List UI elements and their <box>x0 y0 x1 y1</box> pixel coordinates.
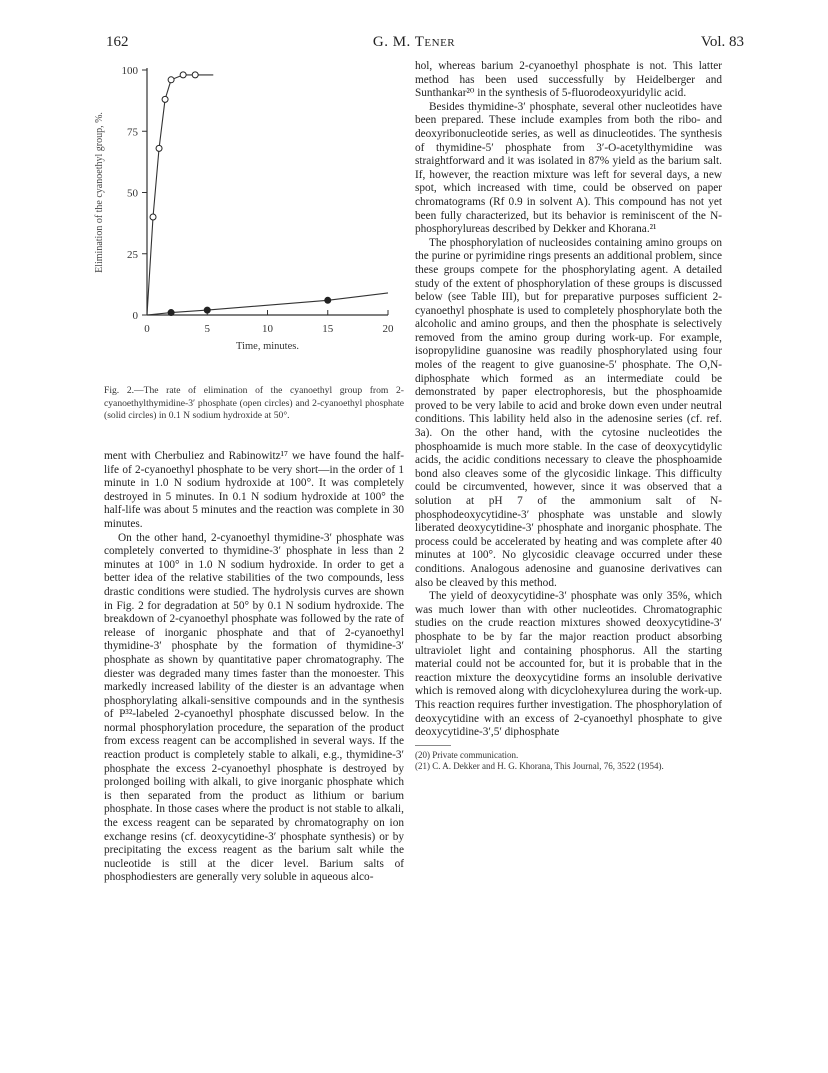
footnote: (20) Private communication. <box>415 749 519 760</box>
open-circle-point <box>168 77 174 83</box>
y-tick-label: 25 <box>127 248 138 261</box>
x-tick-label: 15 <box>322 323 334 335</box>
series-line <box>147 75 213 315</box>
y-tick-label: 50 <box>127 187 138 200</box>
left-column <box>104 450 404 885</box>
y-tick-label: 75 <box>127 126 138 139</box>
right-column <box>415 60 722 773</box>
open-circle-point <box>180 72 186 78</box>
footnote-rule <box>415 745 451 746</box>
footnotes <box>415 750 722 773</box>
y-tick-label: 100 <box>121 65 138 77</box>
figure-caption: Fig. 2.—The rate of elimination of the cyanoethyl group from 2-cyanoethylthymidine-3′ phosphate (open circles) and 2-cyanoethyl phosphate (solid circles) in 0.1 N sodium hydroxide at 50°. <box>104 385 404 422</box>
volume-label: Vol. 83 <box>700 34 744 50</box>
open-circle-point <box>162 96 168 102</box>
solid-circle-point <box>325 297 331 303</box>
paragraph: The phosphorylation of nucleosides containing amino groups on the purine or pyrimidine rings presents an additional problem, since these groups compete for the phosphorylating agent. A detailed study of the extent of phosphorylation of these groups is discussed below (see Table III), but for preparative purposes sufficient 2-cyanoethyl phosphate is used to completely phosphorylate both the alcoholic and amino groups, and then the phosphate is selectively removed from the amino group during work-up. For example, isopropylidine guanosine was readily phosphorylated using four moles of the reagent to give guanosine-5′ phosphate. The O,N-diphosphate which formed as an intermediate could be demonstrated by paper electrophoresis, but the phosphoamide proved to be very labile to acid and broke down even under neutral conditions. This lability held also in the adenosine series (cf. ref. 3a). On the other hand, with the cytosine nucleotides the phosphoamide is much more stable. In the case of deoxycytidylic acids, the acidic conditions necessary to cleave the phosphoamide bond also cleaves some of the glycosidic linkage. This difficulty could be circumvented, however, since it was observed that a solution at pH 7 of the ammonium salt of N-phosphodeoxycytidine-3′ phosphate was unstable and slowly liberated deoxycytidine-3′ phosphate and inorganic phosphate. The process could be accelerated by heating and was complete after 40 minutes at 100°. No glycosidic cleavage occurred under these conditions. Analogous adenosine and guanosine derivatives can also be cleaved by this method. <box>415 236 722 589</box>
paragraph: The yield of deoxycytidine-3′ phosphate was only 35%, which was much lower than with other nucleotides. Chromatographic studies on the crude reaction mixtures showed deoxycytidine-3′ phosphate to be by far the major reaction product absorbing ultraviolet light and containing phosphorus. All the starting material could not be accounted for, but it is probable that in the reaction mixture the deoxycytidine forms an insoluble derivative which is removed along with dicyclohexylurea during the work-up. This reaction requires further investigation. The phosphorylation of deoxycytidine with an excess of 2-cyanoethyl phosphate to give deoxycytidine-3′,5′ diphosphate <box>415 590 722 739</box>
x-tick-label: 0 <box>144 323 150 335</box>
y-axis-title: Elimination of the cyanoethyl group, %. <box>94 112 105 273</box>
running-title: G. M. Tener <box>372 34 456 50</box>
page-number: 162 <box>106 34 129 50</box>
open-circle-point <box>150 214 156 220</box>
footnote: (21) C. A. Dekker and H. G. Khorana, This Journal, 76, 3522 (1954). <box>415 761 664 772</box>
y-tick-label: 0 <box>132 310 138 322</box>
open-circle-point <box>156 145 162 151</box>
paragraph: hol, whereas barium 2-cyanoethyl phosphate is not. This latter method has been used successfully by Heidelberger and Sunthankar²⁰ in the synthesis of 5-fluorodeoxyuridylic acid. <box>415 60 722 100</box>
solid-circle-point <box>204 307 210 313</box>
paragraph: On the other hand, 2-cyanoethyl thymidine-3′ phosphate was completely converted to thymidine-3′ phosphate in less than 2 minutes at 100° in 1.0 N sodium hydroxide. In order to get a better idea of the relative stabilities of the two compounds, less drastic conditions were studied. The hydrolysis curves are shown in Fig. 2 for degradation at 50° by 0.1 N sodium hydroxide. The breakdown of 2-cyanoethyl phosphate was followed by the rate of release of inorganic phosphate and that of 2-cyanoethyl thymidine-3′ phosphate by the formation of thymidine-3′ phosphate as shown by quantitative paper chromatography. The diester was degraded many times faster than the monoester. This markedly increased lability of the diester is an advantage when phosphorylating alkali-sensitive compounds and in the synthesis of P³²-labeled 2-cyanoethyl phosphate discussed below. In the normal phosphorylation procedure, the separation of the product from excess reagent can be accomplished in several ways. If the reaction product is completely stable to alkali, e.g., thymidine-3′ phosphate the excess 2-cyanoethyl phosphate is destroyed by prolonged boiling with alkali, to give inorganic phosphate which is then separated from the product as lithium or barium phosphate. In those cases where the product is not stable to alkali, the excess reagent can be separated by chromatography on ion exchange resins (cf. deoxycytidine-3′ phosphate synthesis) or by precipitating the excess reagent as the barium salt while the nucleotide is still at the dicer level. Barium salts of phosphodiesters are generally very soluble in aqueous alco- <box>104 531 404 884</box>
figure-2-chart <box>80 55 410 365</box>
x-tick-label: 5 <box>204 323 210 335</box>
solid-circle-point <box>168 310 174 316</box>
open-circle-point <box>192 72 198 78</box>
x-axis-title: Time, minutes. <box>236 341 299 352</box>
paragraph: ment with Cherbuliez and Rabinowitz¹⁷ we have found the half-life of 2-cyanoethyl phosphate to be very short—in the order of 1 minute in 1.0 N sodium hydroxide at 100°. It was completely destroyed in 5 minutes. In 0.1 N sodium hydroxide at 100° the half-life was about 5 minutes and the reaction was complete in 30 minutes. <box>104 450 404 530</box>
x-tick-label: 10 <box>262 323 273 335</box>
x-tick-label: 20 <box>382 323 394 335</box>
paragraph: Besides thymidine-3′ phosphate, several other nucleotides have been prepared. These include examples from both the ribo- and deoxyribonucleotide series, as well as dinucleotides. The synthesis of thymidine-5′ phosphate from 3′-O-acetylthymidine was straightforward and it was isolated in 87% yield as the barium salt. If, however, the reaction mixture was left for several days, a new spot, which increased with time, could be observed on paper chromatograms (Rf 0.9 in solvent A). This compound has not yet been fully characterized, but its behavior is reminiscent of the N-phosphorylureas described by Dekker and Khorana.²¹ <box>415 100 722 236</box>
